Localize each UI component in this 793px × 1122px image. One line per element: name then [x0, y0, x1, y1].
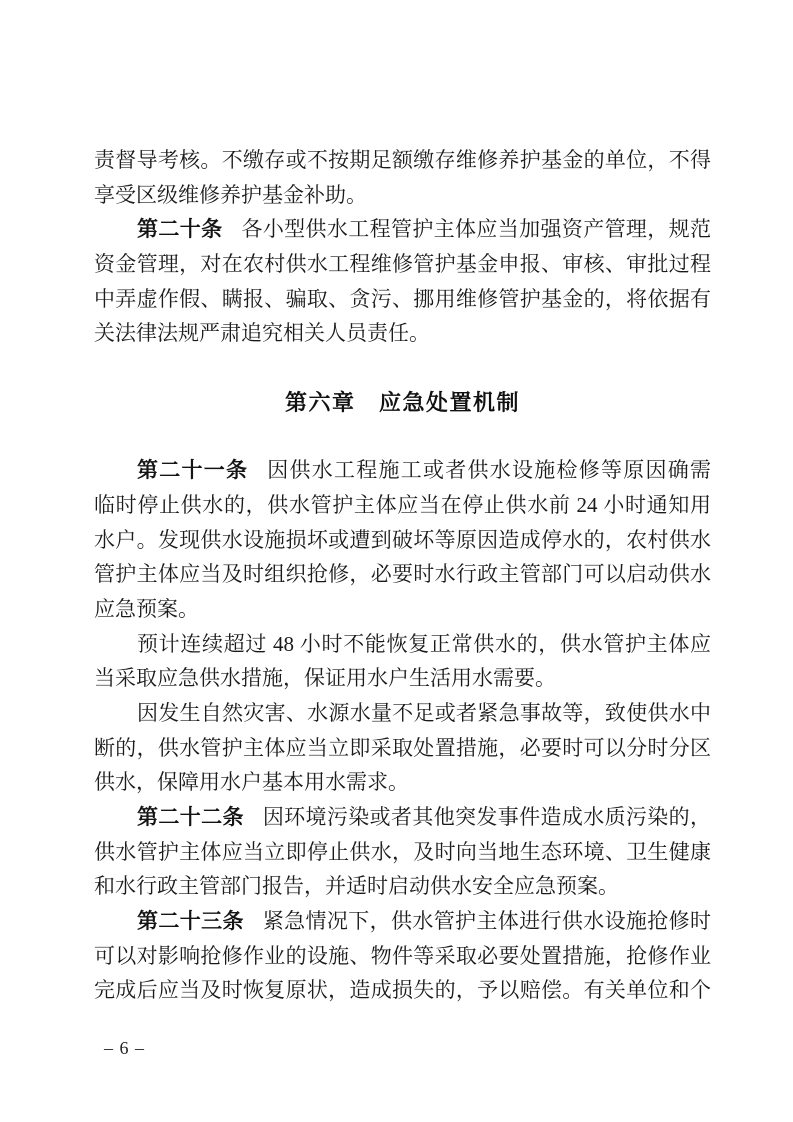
text-line: 预计连续超过 48 小时不能恢复正常供水的，供水管护主体应 [137, 631, 711, 656]
text-line: 水户。发现供水设施损坏或遭到破坏等原因造成停水的，农村供水 [94, 527, 711, 552]
text-line: 临时停止供水的，供水管护主体应当在停止供水前 24 小时通知用 [94, 492, 711, 517]
article-number-label: 第二十二条 [137, 806, 244, 829]
text-line: 供水，保障用水户基本用水需求。 [94, 770, 409, 795]
text-segment: 因供水工程施工或者供水设施检修等原因确需 [267, 458, 711, 483]
text-line: 供水管护主体应当立即停止供水，及时向当地生态环境、卫生健康 [94, 839, 711, 864]
text-line: 和水行政主管部门报告，并适时启动供水安全应急预案。 [94, 874, 619, 899]
text-line: 断的，供水管护主体应当立即采取处置措施，必要时可以分时分区 [94, 735, 711, 760]
article-number-label: 第二十条 [137, 218, 223, 242]
text-line: 应急预案。 [94, 596, 199, 621]
text-line: 中弄虚作假、瞒报、骗取、贪污、挪用维修管护基金的，将依据有 [94, 286, 711, 311]
text-line [94, 212, 711, 247]
chapter-heading: 第六章 应急处置机制 [284, 390, 520, 416]
text-line [94, 800, 711, 835]
text-line: 关法律法规严肃追究相关人员责任。 [94, 321, 430, 346]
text-line: 完成后应当及时恢复原状，造成损失的，予以赔偿。有关单位和个 [94, 978, 711, 1003]
text-line: 可以对影响抢修作业的设施、物件等采取必要处置措施，抢修作业 [94, 943, 711, 968]
article-number-label: 第二十三条 [137, 910, 244, 934]
text-segment: 因环境污染或者其他突发事件造成水质污染的， [262, 805, 712, 829]
text-line: 当采取应急供水措施，保证用水户生活用水需要。 [94, 666, 556, 691]
page-number: – 6 – [104, 1038, 145, 1058]
document-body [94, 143, 711, 1008]
text-segment: 紧急情况下，供水管护主体进行供水设施抢修时 [262, 909, 712, 934]
text-segment: 各小型供水工程管护主体应当加强资产管理，规范 [241, 217, 712, 242]
article-number-label: 第二十一条 [137, 459, 249, 483]
text-line: 享受区级维修养护基金补助。 [94, 182, 367, 207]
text-line [94, 904, 711, 939]
text-line: 管护主体应当及时组织抢修，必要时水行政主管部门可以启动供水 [94, 562, 711, 587]
text-line: 资金管理，对在农村供水工程维修管护基金申报、审核、审批过程 [94, 252, 711, 277]
text-line: 责督导考核。不缴存或不按期足额缴存维修养护基金的单位，不得 [94, 148, 711, 172]
text-line: 因发生自然灾害、水源水量不足或者紧急事故等，致使供水中 [137, 700, 711, 725]
text-line [94, 453, 711, 488]
